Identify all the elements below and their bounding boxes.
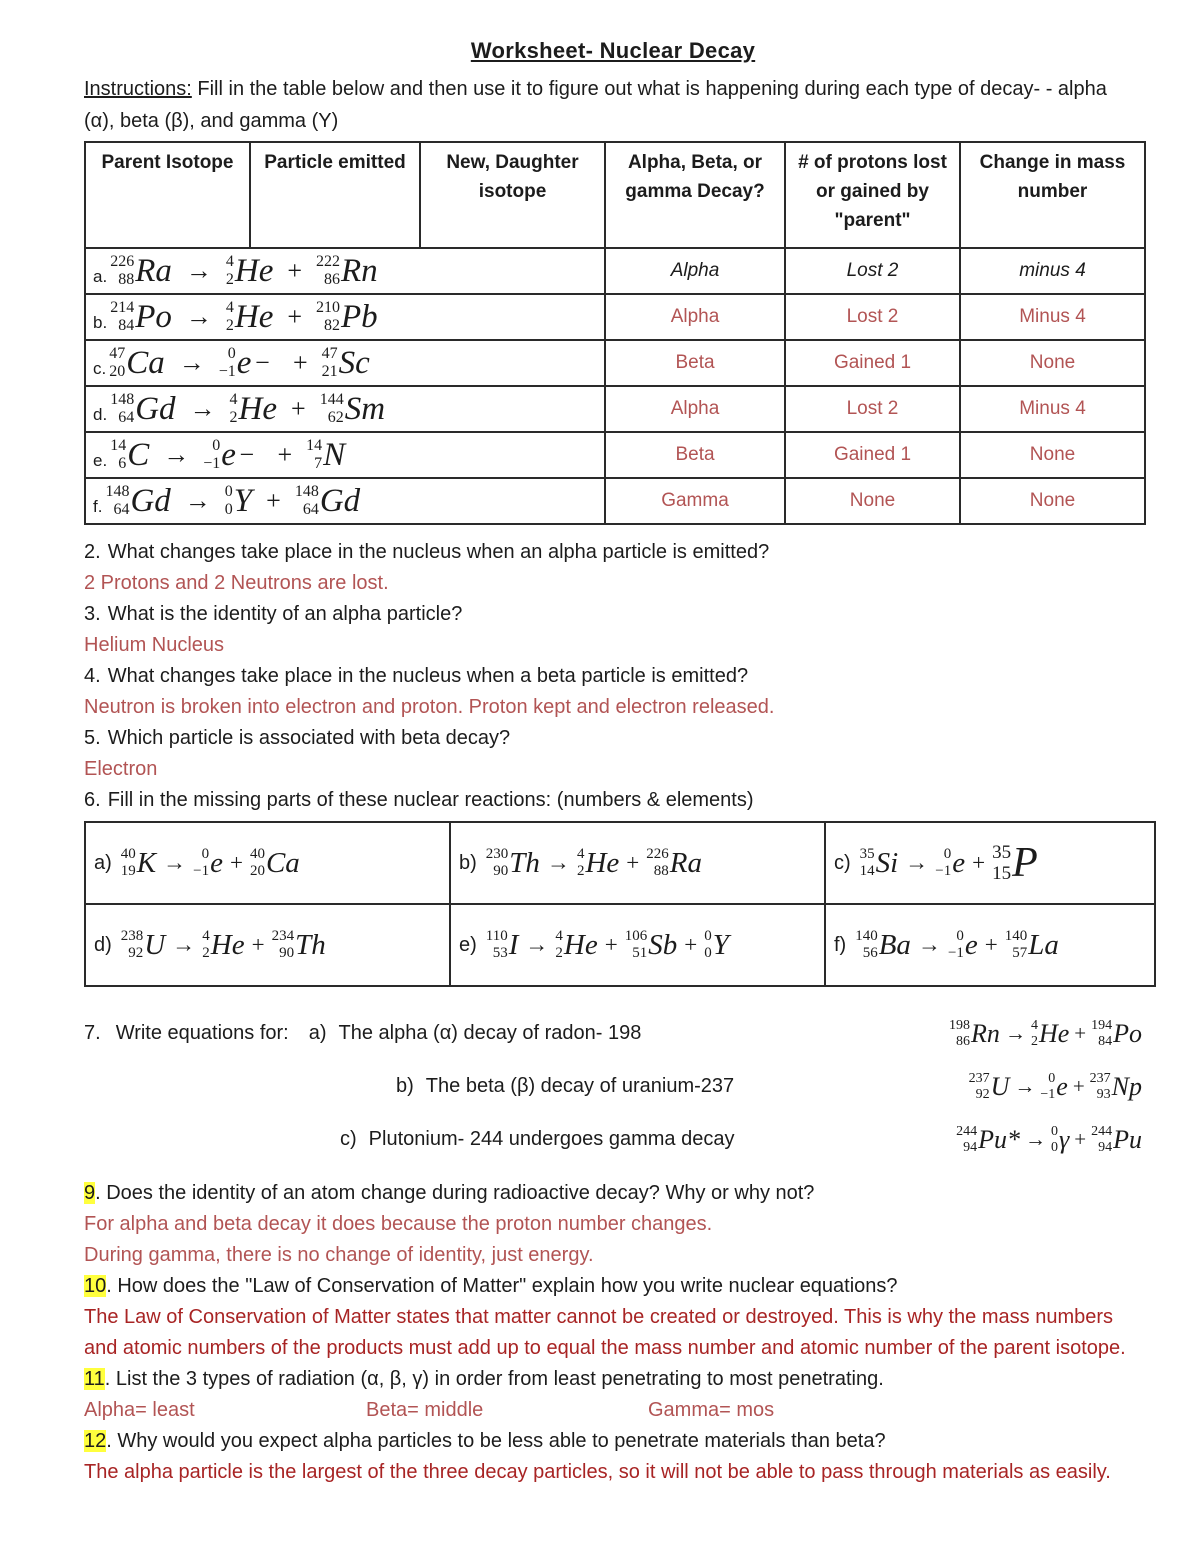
operator: + <box>292 348 308 377</box>
question-10 <box>84 1271 1142 1302</box>
question-2 <box>84 537 1142 568</box>
q6-cell-c <box>825 822 1155 904</box>
nuclear-equation <box>109 346 370 380</box>
item-label: e) <box>459 933 477 956</box>
answer-12: The alpha particle is the largest of the three decay particles, so it will not be able to pass through materials as easily. <box>84 1461 1111 1483</box>
q7-part-text: The beta (β) decay of uranium-237 <box>425 1075 735 1097</box>
nuclide: 106 51 Sb <box>624 928 678 961</box>
nuclide: 0 −1 e <box>935 846 966 879</box>
nuclide: 14 6 C <box>110 436 150 473</box>
page-title: Worksheet- Nuclear Decay <box>470 38 756 63</box>
item-label: c) <box>340 1128 357 1150</box>
operator: + <box>684 932 698 957</box>
nuclear-equation <box>110 300 378 334</box>
nuclide: 4 2 He <box>202 928 245 961</box>
highlighted-question-number: 10 <box>84 1275 107 1297</box>
mass-change-answer: Minus 4 <box>960 294 1145 340</box>
nuclide: 47 20 Ca <box>109 344 165 381</box>
q6-cell-f <box>825 904 1155 986</box>
nuclide: 230 90 Th <box>485 846 540 879</box>
q6-cell-a <box>85 822 450 904</box>
arrow-icon: → <box>184 486 211 515</box>
arrow-icon: → <box>525 932 549 957</box>
arrow-icon: → <box>917 932 941 957</box>
answer-11-beta: Beta= middle <box>366 1399 484 1421</box>
decay-table-header-row <box>85 142 1145 248</box>
operator: + <box>266 486 281 515</box>
q7-part-c <box>84 1113 1142 1166</box>
mass-change-answer: minus 4 <box>960 248 1145 294</box>
item-label: a) <box>308 1022 327 1044</box>
answer-9-line-1: For alpha and beta decay it does because the proton number changes. <box>84 1213 713 1235</box>
answer-2: 2 Protons and 2 Neutrons are lost. <box>84 572 389 594</box>
mass-change-answer: None <box>960 340 1145 386</box>
nuclide: 148 64 Gd <box>294 482 361 519</box>
item-label: a) <box>94 851 112 874</box>
nuclide: 148 64 Gd <box>105 482 171 519</box>
operator: + <box>972 850 986 875</box>
question-7 <box>84 1007 1142 1166</box>
question-text: Which particle is associated with beta decay? <box>107 727 511 749</box>
nuclear-equation <box>860 842 1038 884</box>
nuclide: 35 14 Si <box>859 846 899 879</box>
decay-type-answer: Alpha <box>605 386 785 432</box>
item-label: c) <box>834 851 851 874</box>
nuclide: 4 2 He <box>1030 1017 1070 1049</box>
instructions-label: Instructions: <box>84 78 192 100</box>
question-text: What changes take place in the nucleus when a beta particle is emitted? <box>107 665 749 687</box>
question-text: What is the identity of an alpha particle? <box>107 603 463 625</box>
col-header-protons: # of protons lost or gained by "parent" <box>785 142 960 248</box>
table-row <box>85 386 1145 432</box>
answer-9-line-2: During gamma, there is no change of identity, just energy. <box>84 1244 594 1266</box>
nuclide: 140 56 Ba <box>855 928 911 961</box>
nuclear-equation <box>486 847 702 879</box>
nuclear-equation <box>949 1019 1142 1049</box>
nuclide: 238 92 U <box>120 928 166 961</box>
question-6 <box>84 785 1142 816</box>
table-row <box>85 822 1155 904</box>
answer-11-gamma: Gamma= mos <box>648 1399 775 1421</box>
nuclide: 244 94 Pu <box>1091 1123 1142 1155</box>
answer-4: Neutron is broken into electron and proton. Proton kept and electron released. <box>84 696 775 718</box>
nuclide: 234 90 Th <box>271 928 326 961</box>
arrow-icon: → <box>185 302 212 331</box>
decay-type-answer: Gamma <box>605 478 785 524</box>
arrow-icon: → <box>905 850 929 875</box>
question-text: . How does the "Law of Conservation of Matter" explain how you write nuclear equations? <box>106 1275 898 1297</box>
operator: + <box>287 302 303 331</box>
nuclide: 198 86 Rn <box>949 1017 1000 1049</box>
nuclear-equation <box>110 438 345 472</box>
row-label: a. <box>93 267 108 286</box>
question-number: 3. <box>84 603 101 625</box>
q6-cell-e <box>450 904 825 986</box>
arrow-icon: → <box>163 850 187 875</box>
q7-part-text: Plutonium- 244 undergoes gamma decay <box>368 1128 735 1150</box>
q6-cell-b <box>450 822 825 904</box>
nuclide: 226 88 Ra <box>646 846 702 879</box>
operator: + <box>1072 1074 1085 1098</box>
nuclide: 226 88 Ra <box>110 252 172 289</box>
nuclide: 244 94 Pu* <box>956 1123 1021 1155</box>
operator: + <box>626 850 640 875</box>
nuclear-equation <box>121 929 326 961</box>
arrow-icon: → <box>1014 1074 1036 1098</box>
row-label: c. <box>93 359 107 378</box>
col-header-decay-type: Alpha, Beta, or gamma Decay? <box>605 142 785 248</box>
nuclide: 14 7 N <box>306 436 346 473</box>
operator: + <box>984 932 998 957</box>
table-row <box>85 432 1145 478</box>
protons-answer: Lost 2 <box>785 294 960 340</box>
nuclide: 4 2 He <box>225 252 274 289</box>
nuclide: 210 82 Pb <box>316 298 378 335</box>
nuclear-equation <box>110 392 385 426</box>
question-9 <box>84 1178 1142 1209</box>
question-text: What changes take place in the nucleus when an alpha particle is emitted? <box>107 541 770 563</box>
nuclide: 0 0 Y <box>704 928 729 961</box>
nuclide: 47 21 Sc <box>321 344 370 381</box>
nuclide: 40 19 K <box>120 846 157 879</box>
decay-type-answer: Beta <box>605 340 785 386</box>
nuclear-equation <box>486 929 729 961</box>
row-label: e. <box>93 451 108 470</box>
question-12 <box>84 1426 1142 1457</box>
operator: + <box>1074 1021 1087 1045</box>
nuclide: 0 −1 e <box>193 846 223 879</box>
nuclide: 0 −1 e <box>1040 1070 1068 1102</box>
col-header-daughter-isotope: New, Daughter isotope <box>420 142 605 248</box>
answer-5: Electron <box>84 758 158 780</box>
row-label: d. <box>93 405 108 424</box>
instructions <box>84 73 1142 137</box>
nuclide: 0 −1 e <box>218 344 252 381</box>
nuclide: 0 −1 e <box>947 928 978 961</box>
question-number: 5. <box>84 727 101 749</box>
question-3 <box>84 599 1142 630</box>
table-row <box>85 340 1145 386</box>
operator: + <box>251 932 265 957</box>
question-text: Fill in the missing parts of these nuclear reactions: (numbers & elements) <box>107 789 754 811</box>
nuclide: 237 92 U <box>968 1070 1010 1102</box>
arrow-icon: → <box>546 850 570 875</box>
nuclear-equation <box>110 254 378 288</box>
questions-section <box>84 537 1142 816</box>
protons-answer: None <box>785 478 960 524</box>
nuclide: 237 93 Np <box>1089 1070 1142 1102</box>
arrow-icon: → <box>178 348 205 377</box>
nuclide: 0 0 γ <box>1051 1123 1070 1155</box>
arrow-icon: → <box>189 394 216 423</box>
col-header-mass-change: Change in mass number <box>960 142 1145 248</box>
nuclide: 0 0 Y <box>224 482 253 519</box>
operator: − <box>237 440 256 469</box>
answer-3: Helium Nucleus <box>84 634 225 656</box>
item-label: b) <box>459 851 477 874</box>
decay-type-answer: Beta <box>605 432 785 478</box>
table-row <box>85 478 1145 524</box>
decay-type-answer: Alpha <box>605 294 785 340</box>
highlighted-question-number: 12 <box>84 1430 107 1452</box>
nuclide: 40 20 Ca <box>249 846 300 879</box>
nuclide: 214 84 Po <box>110 298 172 335</box>
question-text: . Why would you expect alpha particles to be less able to penetrate materials than beta? <box>106 1430 886 1452</box>
operator: + <box>604 932 618 957</box>
row-label: b. <box>93 313 108 332</box>
nuclide: 144 62 Sm <box>319 390 386 427</box>
col-header-particle-emitted: Particle emitted <box>250 142 420 248</box>
nuclide: 4 2 He <box>555 928 598 961</box>
instructions-text: Fill in the table below and then use it to figure out what is happening during each type of decay- - alpha (α), beta (β), and gamma (Y) <box>84 78 1107 132</box>
table-row <box>85 248 1145 294</box>
mass-change-answer: None <box>960 478 1145 524</box>
operator: + <box>287 256 303 285</box>
question-number: 4. <box>84 665 101 687</box>
decay-type-answer: Alpha <box>605 248 785 294</box>
nuclide: 4 2 He <box>225 298 274 335</box>
table-row <box>85 294 1145 340</box>
nuclide: 148 64 Gd <box>110 390 176 427</box>
nuclide: 0 −1 e <box>203 436 236 473</box>
nuclear-equation <box>855 929 1059 961</box>
question-5 <box>84 723 1142 754</box>
nuclide: 110 53 I <box>485 928 519 961</box>
question-text: . List the 3 types of radiation (α, β, γ) in order from least penetrating to most penetrating. <box>104 1368 884 1390</box>
q7-part-b <box>84 1060 1142 1113</box>
decay-table <box>84 141 1146 525</box>
operator: + <box>1074 1127 1087 1151</box>
row-label: f. <box>93 497 103 516</box>
q7-part-a <box>84 1007 1142 1060</box>
answer-11-alpha: Alpha= least <box>84 1399 195 1421</box>
highlighted-question-number: 9 <box>84 1182 96 1204</box>
answer-11 <box>84 1395 1142 1426</box>
operator: − <box>253 348 271 377</box>
protons-answer: Lost 2 <box>785 386 960 432</box>
arrow-icon: → <box>172 932 196 957</box>
col-header-parent-isotope: Parent Isotope <box>85 142 250 248</box>
protons-answer: Gained 1 <box>785 340 960 386</box>
nuclide: 35 15 P <box>992 840 1038 886</box>
arrow-icon: → <box>163 440 190 469</box>
protons-answer: Lost 2 <box>785 248 960 294</box>
nuclear-equation <box>969 1072 1142 1102</box>
nuclear-equation <box>956 1125 1142 1155</box>
answer-10: The Law of Conservation of Matter states that matter cannot be created or destroyed. This is why the mass numbers and atomic numbers of the products must add up to equal the mass number and atomic number of the parent isotope. <box>84 1306 1126 1359</box>
arrow-icon: → <box>1004 1021 1026 1045</box>
nuclide: 140 57 La <box>1004 928 1059 961</box>
nuclide: 4 2 He <box>576 846 620 879</box>
q7-part-text: The alpha (α) decay of radon- 198 <box>338 1022 642 1044</box>
q6-reactions-table <box>84 821 1156 987</box>
arrow-icon: → <box>1025 1127 1047 1151</box>
nuclear-equation <box>121 847 300 879</box>
nuclide: 4 2 He <box>229 390 278 427</box>
table-row <box>85 904 1155 986</box>
mass-change-answer: Minus 4 <box>960 386 1145 432</box>
question-4 <box>84 661 1142 692</box>
question-11 <box>84 1364 1142 1395</box>
operator: + <box>291 394 306 423</box>
highlighted-question-number: 11 <box>84 1368 105 1390</box>
item-label: d) <box>94 933 112 956</box>
item-label: f) <box>834 933 847 956</box>
mass-change-answer: None <box>960 432 1145 478</box>
operator: + <box>229 850 243 875</box>
nuclear-equation <box>105 484 360 518</box>
question-number: 2. <box>84 541 101 563</box>
questions-section-2 <box>84 1178 1142 1488</box>
nuclide: 194 84 Po <box>1091 1017 1142 1049</box>
question-number: 6. <box>84 789 101 811</box>
q6-cell-d <box>85 904 450 986</box>
protons-answer: Gained 1 <box>785 432 960 478</box>
item-label: b) <box>396 1075 414 1097</box>
nuclide: 222 86 Rn <box>316 252 378 289</box>
q7-intro-text: Write equations for: <box>115 1022 289 1044</box>
question-text: . Does the identity of an atom change during radioactive decay? Why or why not? <box>95 1182 815 1204</box>
operator: + <box>277 440 293 469</box>
question-number: 7. <box>84 1022 101 1044</box>
arrow-icon: → <box>185 256 212 285</box>
